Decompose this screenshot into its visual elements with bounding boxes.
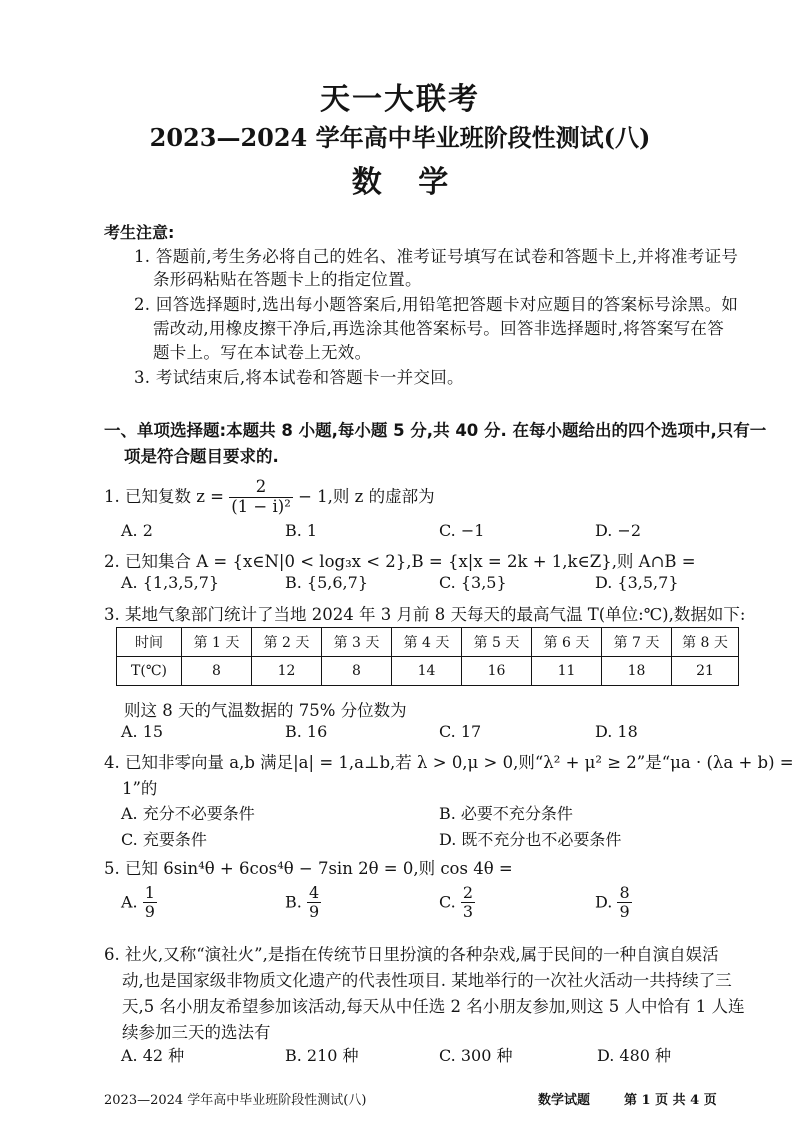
q2-option-c: C. {3,5} xyxy=(439,573,507,592)
notice-line: 2. 回答选择题时,选出每小题答案后,用铅笔把答题卡对应题目的答案标号涂黑。如 xyxy=(134,295,739,314)
q1-option-d: D. −2 xyxy=(595,521,642,540)
table-row xyxy=(117,628,739,657)
fraction-denominator: 3 xyxy=(462,902,474,922)
q3-after-text: 则这 8 天的气温数据的 75% 分位数为 xyxy=(124,701,407,720)
option-fraction xyxy=(617,884,631,922)
q1-fraction-numerator: 2 xyxy=(229,478,293,498)
q1-stem-post: − 1,则 z 的虚部为 xyxy=(298,486,435,506)
fraction-numerator: 1 xyxy=(144,883,155,902)
notice-heading: 考生注意: xyxy=(104,223,175,242)
table-cell: 11 xyxy=(532,657,602,686)
table-cell: 8 xyxy=(322,657,392,686)
question-6-cont: 天,5 名小朋友希望参加该活动,每天从中任选 2 名小朋友参加,则这 5 人中恰有 1 人连 xyxy=(122,997,745,1016)
notice-line: 1. 答题前,考生务必将自己的姓名、准考证号填写在试卷和答题卡上,并将准考证号 xyxy=(134,247,739,266)
table-cell: 8 xyxy=(182,657,252,686)
exam-title: 天一大联考 xyxy=(320,82,480,117)
exam-subject: 数 学 xyxy=(351,165,449,200)
q4-option-d: D. 既不充分也不必要条件 xyxy=(439,830,622,849)
footer-page-number: 第 1 页 共 4 页 xyxy=(624,1093,717,1108)
table-cell: 第 4 天 xyxy=(392,628,462,657)
question-6-cont: 动,也是国家级非物质文化遗产的代表性项目. 某地举行的一次社火活动一共持续了三 xyxy=(122,971,732,990)
option-fraction xyxy=(461,884,475,922)
fraction-denominator: 9 xyxy=(144,902,155,922)
option-label: C. xyxy=(439,892,456,912)
q1-option-c: C. −1 xyxy=(439,521,485,540)
table-cell: 18 xyxy=(602,657,672,686)
table-cell: 14 xyxy=(392,657,462,686)
table-cell: 时间 xyxy=(117,628,182,657)
q3-option-b: B. 16 xyxy=(285,722,328,741)
table-cell: 第 5 天 xyxy=(462,628,532,657)
q4-option-b: B. 必要不充分条件 xyxy=(439,804,573,823)
question-3: 3. 某地气象部门统计了当地 2024 年 3 月前 8 天每天的最高气温 T(单位:℃),数据如下: xyxy=(104,605,746,624)
q4-option-a: A. 充分不必要条件 xyxy=(121,804,255,823)
question-4: 4. 已知非零向量 a,b 满足|a| = 1,a⊥b,若 λ > 0,μ > 0,则“λ² + μ² ≥ 2”是“μa · (λa + b) = xyxy=(104,753,794,772)
table-cell: 16 xyxy=(462,657,532,686)
question-5: 5. 已知 6sin⁴θ + 6cos⁴θ − 7sin 2θ = 0,则 cos 4θ = xyxy=(104,859,513,878)
notice-line: 条形码粘贴在答题卡上的指定位置。 xyxy=(153,270,422,289)
q1-fraction xyxy=(229,478,293,517)
section-heading: 一、单项选择题:本题共 8 小题,每小题 5 分,共 40 分. 在每小题给出的四个选项中,只有一 xyxy=(104,421,767,440)
q2-option-b: B. {5,6,7} xyxy=(285,573,368,592)
q2-option-d: D. {3,5,7} xyxy=(595,573,679,592)
q3-option-c: C. 17 xyxy=(439,722,482,741)
q1-fraction-denominator: (1 − i)² xyxy=(231,496,291,516)
table-cell: 第 7 天 xyxy=(602,628,672,657)
q3-option-a: A. 15 xyxy=(121,722,164,741)
footer-exam-name: 2023—2024 学年高中毕业班阶段性测试(八) xyxy=(104,1093,367,1108)
q6-option-b: B. 210 种 xyxy=(285,1046,359,1065)
q5-option-c xyxy=(439,884,475,922)
fraction-numerator: 4 xyxy=(308,883,320,902)
notice-line: 3. 考试结束后,将本试卷和答题卡一并交回。 xyxy=(134,368,464,387)
table-cell: 21 xyxy=(672,657,739,686)
footer-subject: 数学试题 xyxy=(538,1093,591,1108)
option-fraction xyxy=(143,884,157,922)
temperature-table xyxy=(116,627,739,686)
exam-subtitle: 2023—2024 学年高中毕业班阶段性测试(八) xyxy=(149,123,651,152)
question-6-cont: 续参加三天的选法有 xyxy=(122,1023,271,1042)
q2-option-a: A. {1,3,5,7} xyxy=(121,573,220,592)
question-6: 6. 社火,又称“演社火”,是指在传统节日里扮演的各种杂戏,属于民间的一种自演自娱活 xyxy=(104,945,719,964)
table-cell: 第 2 天 xyxy=(252,628,322,657)
q6-option-d: D. 480 种 xyxy=(597,1046,672,1065)
fraction-numerator: 2 xyxy=(462,883,474,902)
q1-option-b: B. 1 xyxy=(285,521,318,540)
option-label: A. xyxy=(121,892,138,912)
q1-option-a: A. 2 xyxy=(121,521,153,540)
option-label: D. xyxy=(595,892,613,912)
table-cell: T(℃) xyxy=(117,657,182,686)
q6-option-c: C. 300 种 xyxy=(439,1046,513,1065)
q1-stem-pre: 1. 已知复数 z = xyxy=(104,486,224,506)
table-row xyxy=(117,657,739,686)
table-cell: 12 xyxy=(252,657,322,686)
section-heading-cont: 项是符合题目要求的. xyxy=(124,447,279,466)
fraction-denominator: 9 xyxy=(619,902,630,922)
q5-option-d xyxy=(595,884,632,922)
q5-option-b xyxy=(285,884,321,922)
q6-option-a: A. 42 种 xyxy=(121,1046,185,1065)
question-4-cont: 1”的 xyxy=(122,779,158,798)
table-cell: 第 6 天 xyxy=(532,628,602,657)
fraction-denominator: 9 xyxy=(308,902,320,922)
table-cell: 第 8 天 xyxy=(672,628,739,657)
question-1 xyxy=(104,478,435,517)
option-fraction xyxy=(307,884,321,922)
fraction-numerator: 8 xyxy=(619,883,630,902)
option-label: B. xyxy=(285,892,302,912)
q4-option-c: C. 充要条件 xyxy=(121,830,207,849)
notice-line: 需改动,用橡皮擦干净后,再选涂其他答案标号。回答非选择题时,将答案写在答 xyxy=(153,319,725,338)
table-cell: 第 1 天 xyxy=(182,628,252,657)
question-2: 2. 已知集合 A = {x∈N|0 < log₃x < 2},B = {x|x = 2k + 1,k∈Z},则 A∩B = xyxy=(104,552,696,571)
q3-option-d: D. 18 xyxy=(595,722,638,741)
notice-line: 题卡上。写在本试卷上无效。 xyxy=(153,343,372,362)
table-cell: 第 3 天 xyxy=(322,628,392,657)
q5-option-a xyxy=(121,884,157,922)
